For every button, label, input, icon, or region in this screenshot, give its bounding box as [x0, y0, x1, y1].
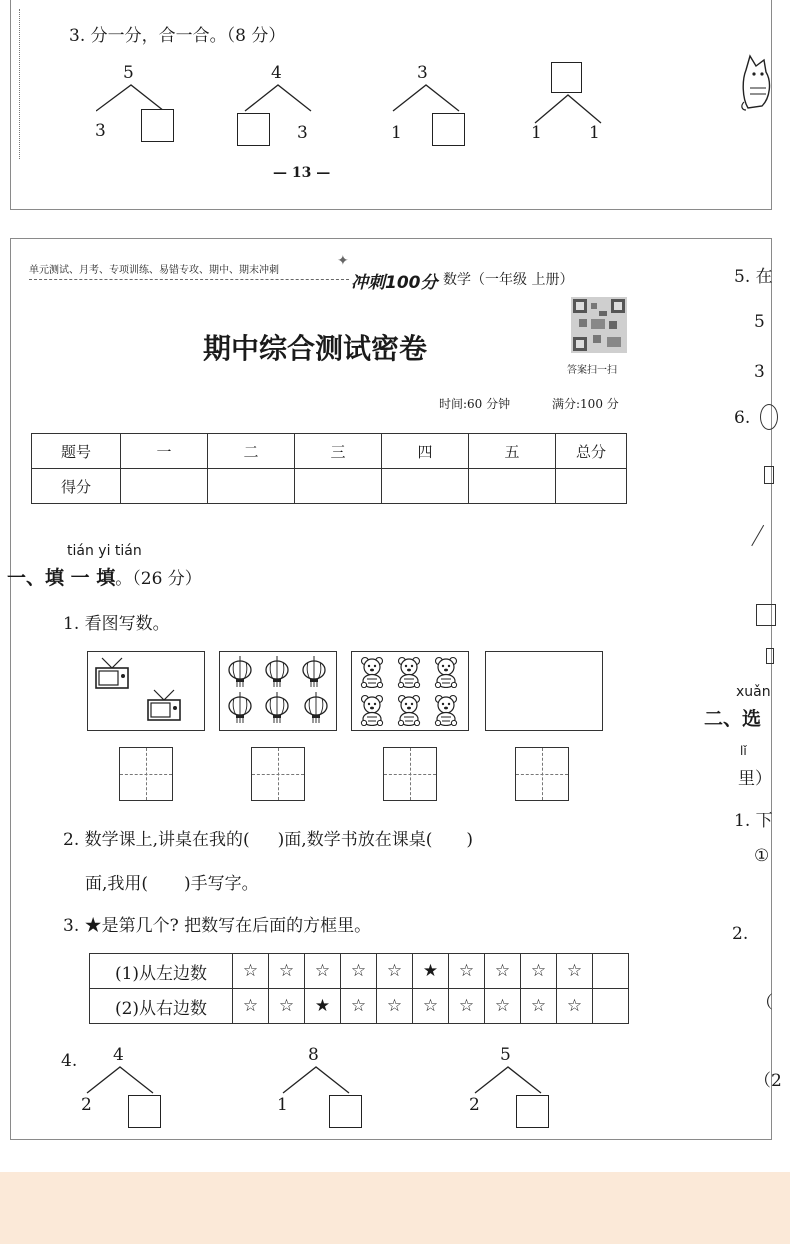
- lantern-icon: [300, 656, 328, 688]
- tree-top: 5: [500, 1045, 511, 1065]
- write-grid-box-1[interactable]: [119, 747, 173, 801]
- subject-label: 数学（一年级 上册）: [443, 272, 574, 288]
- section-pinyin: tián yi tián: [67, 543, 142, 559]
- star-cell: ☆: [377, 989, 413, 1024]
- section-score: 。（26 分）: [115, 569, 202, 589]
- star-cell: ☆: [521, 954, 557, 989]
- tv-icon: [146, 688, 182, 722]
- shape-icon: [756, 604, 776, 626]
- score-table-score-row: [32, 469, 627, 504]
- tree-left: 2: [81, 1095, 92, 1115]
- star-cell: ☆: [449, 954, 485, 989]
- tree-top: 8: [308, 1045, 319, 1065]
- bear-icon: [358, 694, 386, 726]
- sparkle-icon: ✦: [337, 253, 349, 269]
- section-number: 一、: [7, 567, 46, 589]
- star-row-left: [90, 954, 629, 989]
- tree-top: 4: [113, 1045, 124, 1065]
- tree-branches: [243, 83, 313, 113]
- q2-text-c: ): [466, 830, 473, 850]
- qr-code[interactable]: [571, 297, 627, 353]
- time-limit: 时间:60 分钟: [439, 397, 511, 411]
- tree-branches: [533, 93, 603, 125]
- q3-label: 3. ★是第几个? 把数写在后面的方框里。: [63, 916, 372, 936]
- star-cell: ★: [413, 954, 449, 989]
- star-cell: ☆: [233, 954, 269, 989]
- star-cell: ☆: [341, 989, 377, 1024]
- dotted-margin: [19, 9, 20, 159]
- answer-box[interactable]: [551, 62, 582, 93]
- row-label: (2)从右边数: [90, 989, 233, 1024]
- score-cell: 一: [121, 434, 208, 469]
- q2-text-e: )手写字。: [184, 874, 259, 894]
- score-cell: 三: [295, 434, 382, 469]
- series-text: 单元测试、月考、专项训练、易错专攻、期中、期末冲刺: [29, 265, 279, 276]
- score-input-cell[interactable]: [121, 469, 208, 504]
- answer-cell[interactable]: [593, 954, 629, 989]
- tree-left: 1: [391, 123, 402, 143]
- q2-text-a: 2. 数学课上,讲桌在我的(: [63, 830, 250, 850]
- row-label: (1)从左边数: [90, 954, 233, 989]
- bear-icon: [395, 694, 423, 726]
- brand-logo: 冲刺100分: [351, 273, 438, 293]
- exam-page: [7, 238, 772, 1140]
- score-input-cell[interactable]: [469, 469, 556, 504]
- score-cell: 四: [382, 434, 469, 469]
- score-input-cell[interactable]: [295, 469, 382, 504]
- tree-left: 1: [531, 123, 542, 143]
- star-cell: ☆: [377, 954, 413, 989]
- section-title: [7, 563, 202, 590]
- star-cell: ☆: [485, 954, 521, 989]
- lantern-icon: [226, 656, 254, 688]
- answer-box[interactable]: [237, 113, 270, 146]
- tree-left: 1: [277, 1095, 288, 1115]
- answer-box[interactable]: [141, 109, 174, 142]
- picture-box-tvs: [87, 651, 205, 731]
- page-number: — 13 —: [273, 165, 331, 181]
- next-item: 里）: [738, 769, 772, 789]
- tree-top: 4: [271, 63, 282, 83]
- tree-branches: [391, 83, 461, 113]
- lantern-icon: [263, 656, 291, 688]
- background-strip: [0, 1172, 790, 1244]
- write-grid-box-3[interactable]: [383, 747, 437, 801]
- score-cell: 题号: [32, 434, 121, 469]
- score-input-cell[interactable]: [382, 469, 469, 504]
- bear-icon: [395, 656, 423, 688]
- next-item: 1. 下: [734, 811, 773, 831]
- tree-top: 5: [123, 63, 134, 83]
- star-cell: ★: [305, 989, 341, 1024]
- star-cell: ☆: [341, 954, 377, 989]
- next-item: （2: [754, 1071, 782, 1091]
- shape-icon: [764, 466, 774, 484]
- q1-label: 1. 看图写数。: [63, 614, 170, 634]
- write-grid-box-2[interactable]: [251, 747, 305, 801]
- q2-text-b: )面,数学书放在课桌(: [277, 830, 433, 850]
- star-cell: ☆: [233, 989, 269, 1024]
- qr-caption: 答案扫一扫: [567, 365, 617, 376]
- star-cell: ☆: [521, 989, 557, 1024]
- tree-right: 3: [297, 123, 308, 143]
- score-cell: 二: [208, 434, 295, 469]
- star-cell: ☆: [557, 989, 593, 1024]
- answer-cell[interactable]: [593, 989, 629, 1024]
- header-dashed-line: [29, 279, 349, 280]
- bear-icon: [358, 656, 386, 688]
- previous-page: [10, 0, 772, 210]
- picture-box-empty[interactable]: [485, 651, 603, 731]
- score-table-header-row: [32, 434, 627, 469]
- lantern-icon: [302, 692, 330, 724]
- cylinder-icon: [760, 404, 778, 430]
- q4-label: 4.: [61, 1051, 78, 1071]
- q2-line-2: [85, 869, 259, 894]
- star-cell: ☆: [269, 989, 305, 1024]
- answer-box[interactable]: [128, 1095, 161, 1128]
- star-cell: ☆: [413, 989, 449, 1024]
- lantern-icon: [263, 692, 291, 724]
- cat-illustration: [740, 52, 774, 114]
- tv-icon: [94, 656, 130, 690]
- next-item: ①: [754, 846, 770, 866]
- picture-box-lanterns: [219, 651, 337, 731]
- prev-question-label: 3. 分一分，合一合。（8 分）: [69, 26, 286, 46]
- tree-branches: [85, 1065, 155, 1095]
- star-cell: ☆: [305, 954, 341, 989]
- tree-left: 3: [95, 121, 106, 141]
- star-table: [89, 953, 629, 1024]
- answer-box[interactable]: [516, 1095, 549, 1128]
- next-item: lǐ: [740, 744, 747, 758]
- bear-icon: [432, 694, 460, 726]
- section-name: 填 一 填: [45, 567, 116, 589]
- tree-top: 3: [417, 63, 428, 83]
- tree-right: 1: [589, 123, 600, 143]
- score-input-cell[interactable]: [208, 469, 295, 504]
- star-cell: ☆: [269, 954, 305, 989]
- next-item: 5. 在: [734, 267, 773, 287]
- star-cell: ☆: [485, 989, 521, 1024]
- write-grid-box-4[interactable]: [515, 747, 569, 801]
- tree-branches: [473, 1065, 543, 1095]
- q2-text-d: 面,我用(: [85, 874, 149, 894]
- score-cell: 总分: [556, 434, 627, 469]
- next-item: 6.: [734, 408, 751, 428]
- star-cell: ☆: [449, 989, 485, 1024]
- score-input-cell[interactable]: [556, 469, 627, 504]
- lantern-icon: [226, 692, 254, 724]
- star-cell: ☆: [557, 954, 593, 989]
- bear-icon: [432, 656, 460, 688]
- next-item: 2.: [732, 924, 749, 944]
- q2-line-1: [63, 825, 473, 850]
- next-item: 二、选: [704, 708, 762, 730]
- full-score: 满分:100 分: [552, 397, 619, 411]
- score-cell: 五: [469, 434, 556, 469]
- next-item: 3: [754, 362, 765, 382]
- score-cell: 得分: [32, 469, 121, 504]
- answer-box[interactable]: [432, 113, 465, 146]
- star-row-right: [90, 989, 629, 1024]
- shape-icon: [766, 648, 774, 664]
- tree-left: 2: [469, 1095, 480, 1115]
- picture-box-bears: [351, 651, 469, 731]
- next-item: （: [756, 993, 773, 1013]
- tree-branches: [281, 1065, 351, 1095]
- answer-box[interactable]: [329, 1095, 362, 1128]
- exam-title: 期中综合测试密卷: [203, 332, 428, 365]
- next-item: 5: [754, 312, 765, 332]
- next-item: xuǎn: [736, 684, 771, 700]
- score-table: [31, 433, 627, 504]
